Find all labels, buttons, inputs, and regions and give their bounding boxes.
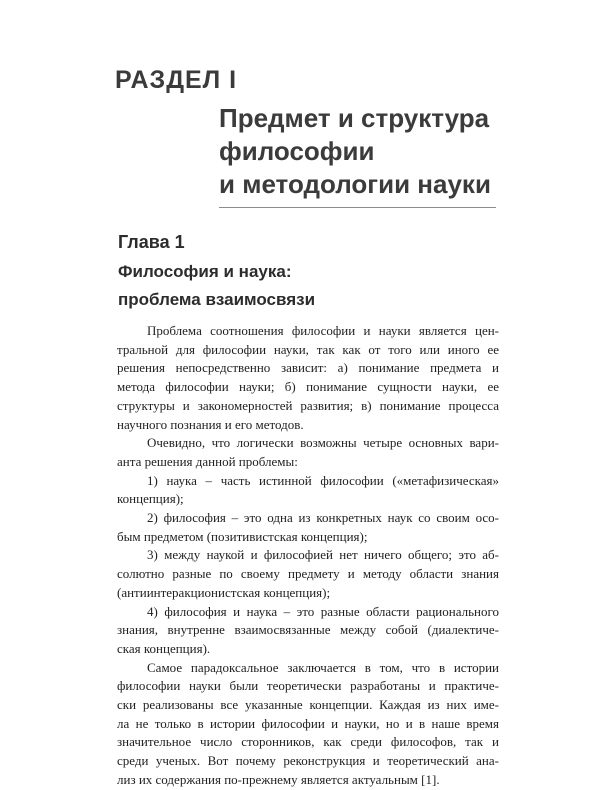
chapter-title <box>118 258 315 314</box>
chapter-number: Глава 1 <box>118 232 185 252</box>
text-line: среди ученых. Вот почему реконструкция и теоретический ана- <box>117 753 499 769</box>
section-title-line: философии <box>219 136 375 166</box>
text-line: ски реализованы все указанные концепции. Каждая из них име- <box>117 697 499 713</box>
text-line: Самое парадоксальное заключается в том, что в истории <box>147 659 499 675</box>
section-title-line: Предмет и структура <box>219 103 490 133</box>
text-line: ская концепция). <box>117 640 211 656</box>
chapter-title-line: Философия и наука: <box>118 262 292 281</box>
text-line: солютно разные по своему предмету и методу области знания <box>117 566 499 582</box>
text-line: решения непосредственно зависит: а) понимание предмета и <box>117 360 499 376</box>
text-line: Очевидно, что логически возможны четыре основных вари- <box>147 435 499 451</box>
text-line: лиз их содержания по-прежнему является актуальным [1]. <box>117 771 440 787</box>
text-line: 2) философия – это одна из конкретных наук со своим осо- <box>147 510 499 526</box>
section-title-line: и методологии науки <box>219 169 491 199</box>
text-line: анта решения данной проблемы: <box>117 453 298 469</box>
text-line: метода философии науки; б) понимание сущности науки, ее <box>117 379 499 395</box>
text-line: 1) наука – часть истинной философии («метафизическая» <box>147 472 499 488</box>
section-divider <box>219 207 496 208</box>
section-title <box>219 102 491 201</box>
text-line: бым предметом (позитивистская концепция); <box>117 528 368 544</box>
section-label: РАЗДЕЛ I <box>115 66 238 94</box>
text-line: Проблема соотношения философии и науки является цен- <box>147 323 499 338</box>
text-line: философии науки были теоретически разработаны и практиче- <box>117 678 499 694</box>
text-line: знания, внутренне взаимосвязанные между собой (диалектиче- <box>117 622 499 638</box>
text-line: тральной для философии науки, так как от того или иного ее <box>117 341 499 357</box>
text-line: ла не только в истории философии и науки, но и в наше время <box>117 715 499 731</box>
text-line: 4) философия и наука – это разные области рационального <box>147 603 499 619</box>
body-text <box>117 322 499 790</box>
text-line: (антиинтеракционистская концепция); <box>117 584 331 600</box>
text-line: концепция); <box>117 491 184 507</box>
text-line: 3) между наукой и философией нет ничего общего; это аб- <box>147 547 499 563</box>
text-line: структуры и закономерностей развития; в) понимание процесса <box>117 397 499 413</box>
text-line: научного познания и его методов. <box>117 416 304 432</box>
text-line: значительное число сторонников, как среди философов, так и <box>117 734 499 750</box>
chapter-title-line: проблема взаимосвязи <box>118 290 316 309</box>
